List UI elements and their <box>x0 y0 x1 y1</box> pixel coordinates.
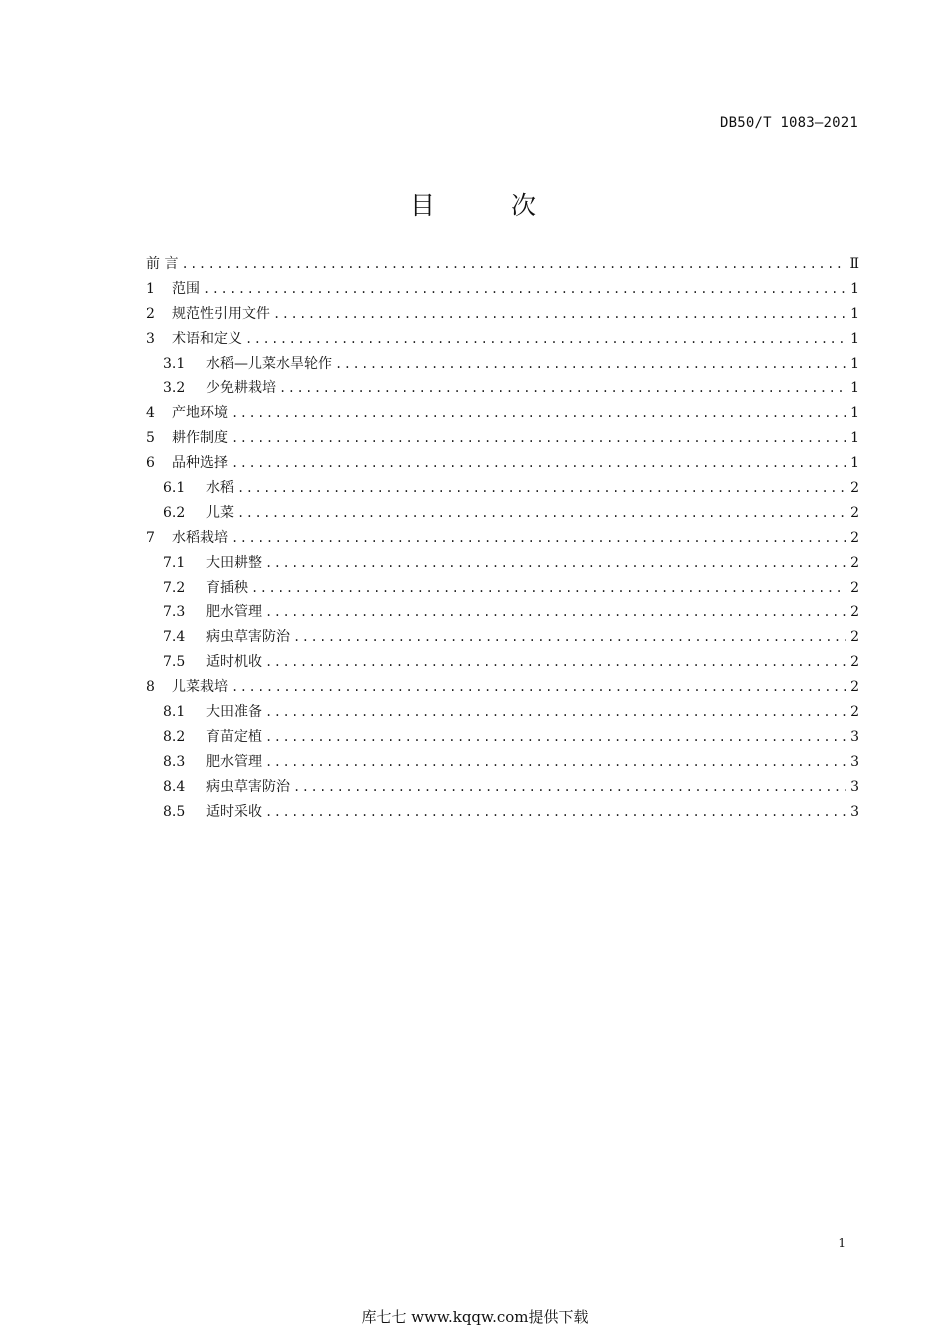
toc-entry-page: 3 <box>850 753 859 770</box>
toc-dot-leader <box>293 625 846 650</box>
toc-entry[interactable] <box>146 700 859 725</box>
toc-entry[interactable] <box>146 675 859 700</box>
toc-entry[interactable] <box>146 551 859 576</box>
toc-entry-number: 8.2 <box>163 728 186 745</box>
toc-entry[interactable] <box>146 476 859 501</box>
toc-entry-label: 品种选择 <box>172 455 228 472</box>
toc-dot-leader <box>335 352 846 377</box>
toc-entry-number: 7.1 <box>163 554 186 571</box>
toc-dot-leader <box>231 426 846 451</box>
toc-entry-number: 8.3 <box>163 753 186 770</box>
toc-entry-label: 肥水管理 <box>206 753 262 770</box>
toc-entry-page: 1 <box>850 355 859 372</box>
watermark-text: 库七七 www.kqqw.com提供下载 <box>361 1308 589 1326</box>
toc-dot-leader <box>237 501 846 526</box>
toc-dot-leader <box>265 750 846 775</box>
toc-entry-label: 肥水管理 <box>206 604 262 621</box>
toc-entry-number: 6.2 <box>163 504 186 521</box>
toc-entry-page: 1 <box>850 430 859 447</box>
toc-entry[interactable] <box>146 800 859 825</box>
toc-entry-page: 2 <box>850 654 859 671</box>
toc-entry-label: 儿菜 <box>206 504 234 521</box>
toc-dot-leader <box>231 675 846 700</box>
toc-dot-leader <box>265 650 846 675</box>
toc-dot-leader <box>273 302 846 327</box>
page-number: 1 <box>838 1236 846 1250</box>
toc-entry-number: 8 <box>146 679 155 696</box>
toc-entry[interactable] <box>146 451 859 476</box>
toc-dot-leader <box>279 376 846 401</box>
toc-entry-number: 7.2 <box>163 579 186 596</box>
standard-code: DB50/T 1083—2021 <box>719 115 858 131</box>
toc-entry-label: 大田耕整 <box>206 554 262 571</box>
toc-entry[interactable] <box>146 526 859 551</box>
toc-entry-number: 8.5 <box>163 803 186 820</box>
toc-entry[interactable] <box>146 376 859 401</box>
toc-entry-page: Ⅱ <box>849 256 859 272</box>
toc-dot-leader <box>231 526 846 551</box>
toc-entry-label: 产地环境 <box>172 405 228 422</box>
toc-entry-page: 2 <box>850 629 859 646</box>
toc-entry-number: 6.1 <box>163 480 186 497</box>
toc-entry-number: 2 <box>146 305 155 322</box>
toc-entry-number: 7.3 <box>163 604 186 621</box>
toc-entry-number: 1 <box>146 280 155 297</box>
toc-dot-leader <box>245 327 846 352</box>
toc-entry[interactable] <box>146 775 859 800</box>
toc-entry-label: 病虫草害防治 <box>206 629 290 646</box>
toc-entry-label: 少免耕栽培 <box>206 380 276 397</box>
toc-entry-label: 适时采收 <box>206 803 262 820</box>
toc-entry-label: 水稻 <box>206 480 234 497</box>
toc-entry-page: 3 <box>850 778 859 795</box>
toc-entry-label: 规范性引用文件 <box>172 305 270 322</box>
toc-entry-label: 育苗定植 <box>206 728 262 745</box>
toc-entry-number: 4 <box>146 405 155 422</box>
toc-entry-page: 3 <box>850 728 859 745</box>
toc-entry-page: 2 <box>850 480 859 497</box>
table-of-contents <box>146 252 859 824</box>
toc-dot-leader <box>203 277 846 302</box>
toc-dot-leader <box>251 576 846 601</box>
toc-entry-number: 8.4 <box>163 778 186 795</box>
toc-entry[interactable] <box>146 625 859 650</box>
toc-entry[interactable] <box>146 401 859 426</box>
toc-entry-page: 2 <box>850 704 859 721</box>
toc-dot-leader <box>231 401 846 426</box>
toc-entry-number: 6 <box>146 455 155 472</box>
toc-dot-leader <box>237 476 846 501</box>
toc-entry-page: 1 <box>850 280 859 297</box>
toc-entry-label: 前 言 <box>146 256 179 272</box>
toc-entry-page: 1 <box>850 380 859 397</box>
toc-dot-leader <box>265 800 846 825</box>
toc-entry-page: 2 <box>850 579 859 596</box>
toc-entry-number: 3.2 <box>163 380 186 397</box>
toc-entry-number: 7 <box>146 529 155 546</box>
toc-entry-label: 儿菜栽培 <box>172 679 228 696</box>
toc-entry-label: 水稻栽培 <box>172 529 228 546</box>
toc-entry-page: 1 <box>850 405 859 422</box>
toc-entry-page: 2 <box>850 679 859 696</box>
toc-entry-page: 1 <box>850 305 859 322</box>
toc-entry-number: 8.1 <box>163 704 186 721</box>
toc-entry-label: 范围 <box>172 280 200 297</box>
toc-dot-leader <box>265 551 846 576</box>
toc-entry[interactable] <box>146 650 859 675</box>
toc-entry[interactable] <box>146 352 859 377</box>
toc-entry-label: 育插秧 <box>206 579 248 596</box>
toc-entry-label: 大田准备 <box>206 704 262 721</box>
toc-entry[interactable] <box>146 327 859 352</box>
toc-dot-leader <box>231 451 846 476</box>
toc-entry-page: 1 <box>850 455 859 472</box>
toc-entry-page: 2 <box>850 604 859 621</box>
toc-entry-page: 3 <box>850 803 859 820</box>
toc-entry[interactable] <box>146 426 859 451</box>
toc-entry[interactable] <box>146 252 859 277</box>
toc-entry[interactable] <box>146 600 859 625</box>
toc-entry-number: 5 <box>146 430 155 447</box>
toc-dot-leader <box>265 600 846 625</box>
toc-entry-page: 2 <box>850 504 859 521</box>
toc-entry-label: 适时机收 <box>206 654 262 671</box>
toc-dot-leader <box>265 700 846 725</box>
toc-entry-number: 7.4 <box>163 629 186 646</box>
toc-dot-leader <box>265 725 846 750</box>
toc-entry-number: 3.1 <box>163 355 186 372</box>
toc-entry-label: 术语和定义 <box>172 330 242 347</box>
toc-entry-page: 2 <box>850 529 859 546</box>
toc-dot-leader <box>293 775 846 800</box>
toc-entry[interactable] <box>146 501 859 526</box>
toc-entry[interactable] <box>146 750 859 775</box>
page-title: 目 次 <box>410 191 570 220</box>
toc-entry[interactable] <box>146 576 859 601</box>
toc-entry[interactable] <box>146 277 859 302</box>
toc-entry-label: 病虫草害防治 <box>206 778 290 795</box>
toc-entry-label: 水稻—儿菜水旱轮作 <box>206 355 332 372</box>
toc-entry-label: 耕作制度 <box>172 430 228 447</box>
toc-entry[interactable] <box>146 302 859 327</box>
toc-entry[interactable] <box>146 725 859 750</box>
toc-entry-number: 3 <box>146 330 155 347</box>
toc-entry-page: 1 <box>850 330 859 347</box>
toc-entry-page: 2 <box>850 554 859 571</box>
toc-dot-leader <box>181 252 846 277</box>
toc-entry-number: 7.5 <box>163 654 186 671</box>
